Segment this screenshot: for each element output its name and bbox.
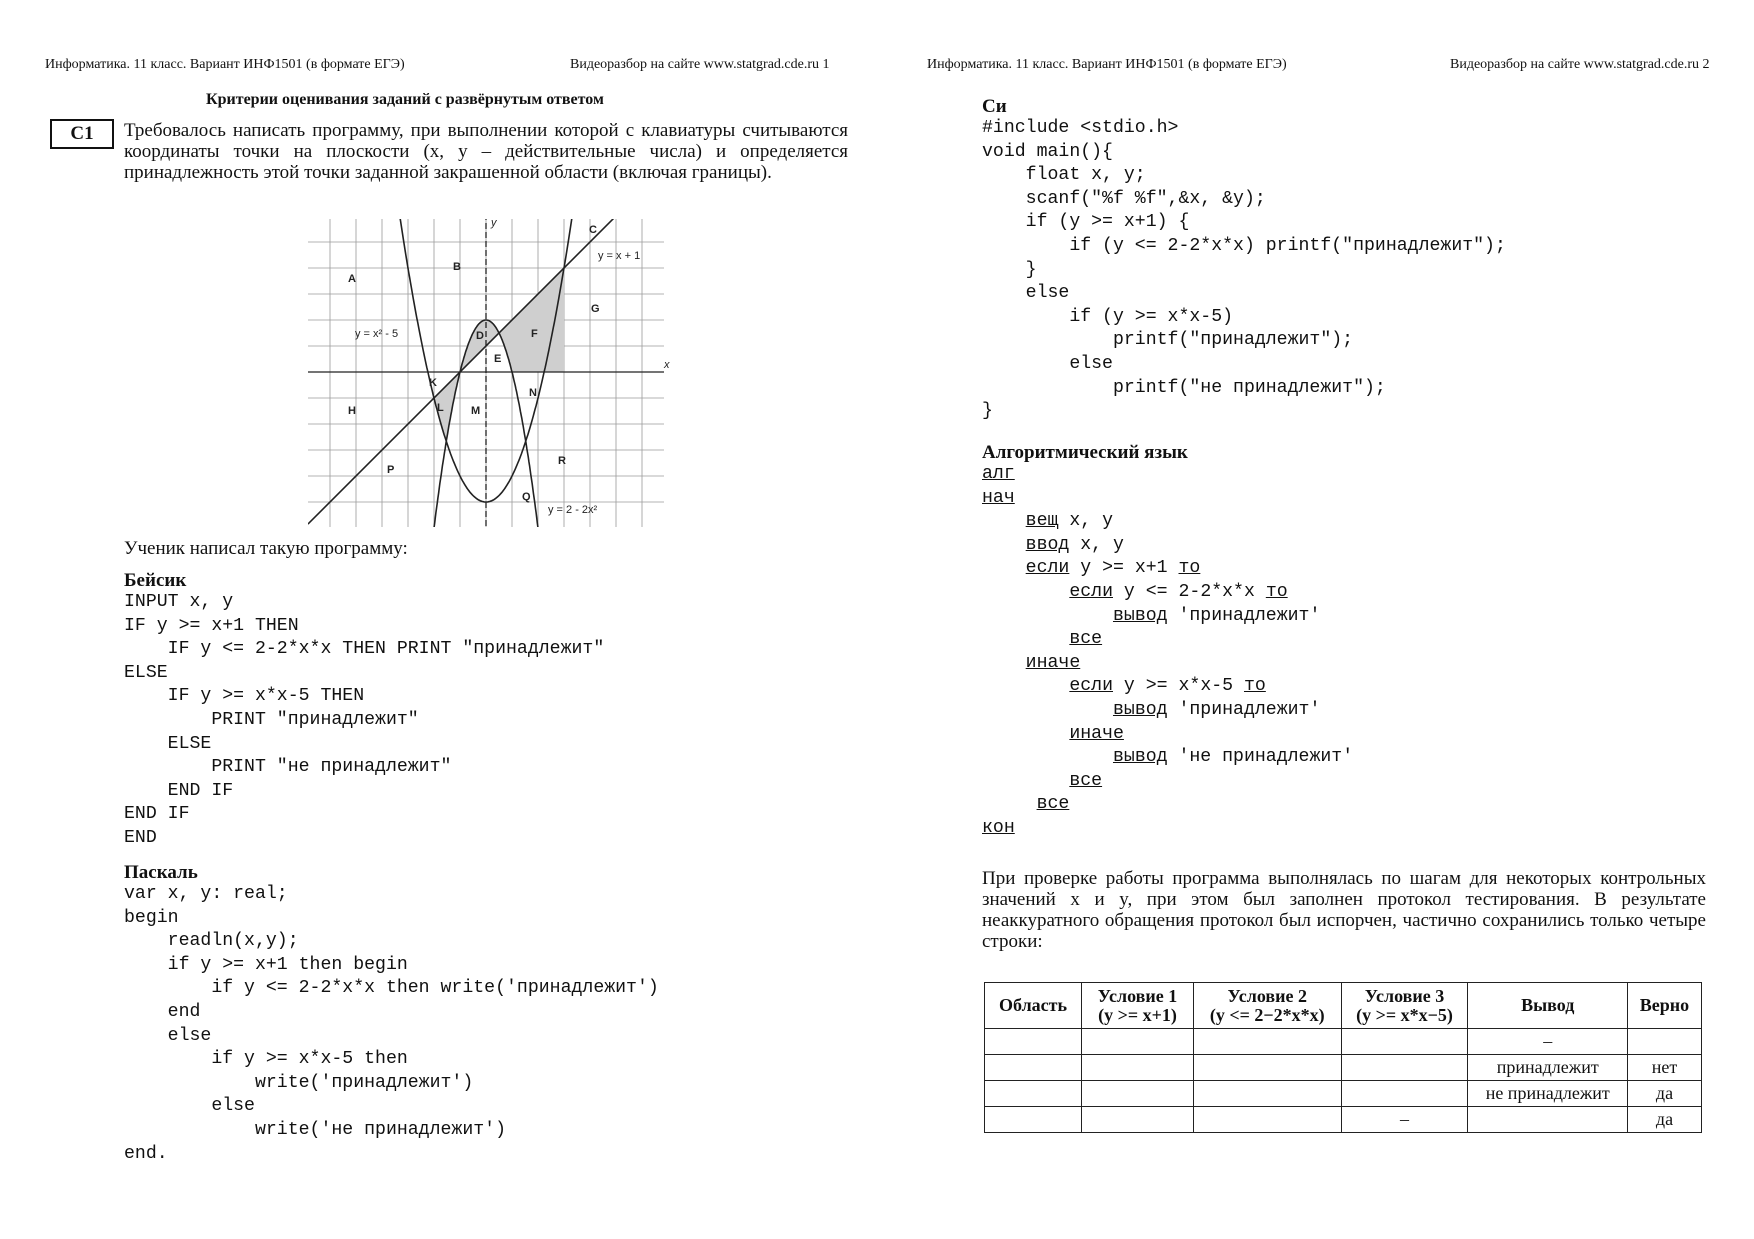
algo-keyword: все <box>1036 794 1070 815</box>
task-text: Требовалось написать программу, при выполнении которой с клавиатуры считываются координаты точки на плоскости (x, y – действительные числа) и определяется принадлежность этой точки заданной закрашенной области (включая границы). <box>124 120 848 183</box>
pascal-line: else <box>124 1025 212 1046</box>
pascal-line: write('не принадлежит') <box>124 1119 506 1140</box>
axis-y-label: y <box>491 217 497 229</box>
region-label: K <box>429 377 437 389</box>
algo-keyword: то <box>1265 581 1288 602</box>
algo-line: ввод x, y <box>1025 534 1124 555</box>
curve-label-1: y = x² - 5 <box>355 328 399 340</box>
region-label: R <box>558 455 566 467</box>
algo-keyword: иначе <box>1069 723 1124 744</box>
intro-text: Ученик написал такую программу: <box>124 538 408 559</box>
algo-title: Алгоритмический язык <box>982 442 1188 463</box>
table-row <box>985 1029 1702 1055</box>
right-header-site: Видеоразбор на сайте www.statgrad.cde.ru 2 <box>1450 57 1710 72</box>
basic-line: ELSE <box>124 733 212 754</box>
table-cell: принадлежит <box>1468 1055 1628 1081</box>
region-label: L <box>437 402 444 414</box>
c-line: printf("не принадлежит"); <box>982 377 1386 398</box>
algo-line: вывод 'принадлежит' <box>1112 605 1321 626</box>
table-cell <box>1193 1107 1341 1133</box>
basic-line: END <box>124 827 157 848</box>
table-cell <box>1193 1029 1341 1055</box>
pascal-line: if y >= x+1 then begin <box>124 954 408 975</box>
table-cell: не принадлежит <box>1468 1081 1628 1107</box>
algo-line <box>982 793 1353 817</box>
table-cell <box>985 1107 1082 1133</box>
algo-line: вывод 'принадлежит' <box>1112 699 1321 720</box>
basic-line: IF y >= x+1 THEN <box>124 615 299 636</box>
c-line: if (y >= x+1) { <box>982 212 1190 233</box>
algo-line: если y <= 2-2*x*x то <box>1069 581 1288 602</box>
basic-title: Бейсик <box>124 570 187 591</box>
algo-keyword: вывод <box>1112 605 1168 626</box>
algo-keyword: иначе <box>1025 652 1081 673</box>
c-line: scanf("%f %f",&x, &y); <box>982 188 1266 209</box>
table-header: Вывод <box>1468 983 1628 1029</box>
table-cell <box>985 1055 1082 1081</box>
basic-line: END IF <box>124 780 234 801</box>
algo-keyword: кон <box>982 817 1015 838</box>
c-title: Си <box>982 96 1007 117</box>
table-cell: да <box>1628 1081 1702 1107</box>
algo-line <box>982 770 1353 794</box>
region-label: N <box>529 387 537 399</box>
c-line: void main(){ <box>982 141 1113 162</box>
table-cell <box>1082 1081 1194 1107</box>
algo-line <box>982 723 1353 747</box>
algo-keyword: если <box>1069 676 1113 697</box>
algo-keyword: вывод <box>1112 747 1168 768</box>
table-cell <box>1082 1029 1194 1055</box>
table-cell <box>985 1081 1082 1107</box>
table-cell <box>1628 1029 1702 1055</box>
c-line: } <box>982 401 993 422</box>
table-cell <box>1341 1029 1468 1055</box>
algo-keyword: то <box>1243 676 1266 697</box>
algo-line <box>982 652 1353 676</box>
region-label: Q <box>522 491 531 503</box>
pascal-line: write('принадлежит') <box>124 1072 474 1093</box>
table-header: Область <box>985 983 1082 1029</box>
pascal-line: if y <= 2-2*x*x then write('принадлежит') <box>124 978 659 999</box>
table-cell <box>1193 1055 1341 1081</box>
algo-line <box>982 463 1353 487</box>
algo-keyword: ввод <box>1025 534 1070 555</box>
algo-line: если y >= x*x-5 то <box>1069 676 1266 697</box>
algo-code <box>982 463 1353 841</box>
table-header: Верно <box>1628 983 1702 1029</box>
algo-keyword: все <box>1069 629 1103 650</box>
table-row <box>985 1055 1702 1081</box>
basic-line: IF y >= x*x-5 THEN <box>124 686 365 707</box>
region-label: A <box>348 273 356 285</box>
algo-keyword: нач <box>982 487 1015 508</box>
pascal-code <box>124 883 659 1166</box>
pascal-line: begin <box>124 907 179 928</box>
basic-line: ELSE <box>124 662 168 683</box>
region-label: H <box>348 405 356 417</box>
pascal-line: else <box>124 1096 255 1117</box>
region-label: F <box>531 328 538 340</box>
table-row <box>985 1081 1702 1107</box>
c-line: else <box>982 283 1070 304</box>
pascal-line: readln(x,y); <box>124 931 299 952</box>
algo-keyword: если <box>1069 581 1113 602</box>
basic-code <box>124 591 604 851</box>
table-cell <box>1082 1107 1194 1133</box>
basic-line: INPUT x, y <box>124 592 234 612</box>
right-header-title: Информатика. 11 класс. Вариант ИНФ1501 (в формате ЕГЭ) <box>927 57 1287 72</box>
table-cell: нет <box>1628 1055 1702 1081</box>
c-line: if (y >= x*x-5) <box>982 306 1234 327</box>
table-cell <box>985 1029 1082 1055</box>
algo-keyword: вывод <box>1112 699 1168 720</box>
line-x-plus-1 <box>308 213 619 524</box>
c-line: else <box>982 353 1113 374</box>
table-cell <box>1082 1055 1194 1081</box>
region-label: B <box>453 261 461 273</box>
basic-line: END IF <box>124 804 190 825</box>
table-row <box>985 1107 1702 1133</box>
table-cell <box>1341 1055 1468 1081</box>
table-cell: – <box>1468 1029 1628 1055</box>
algo-keyword: если <box>1025 558 1070 579</box>
table-cell <box>1193 1081 1341 1107</box>
check-text: При проверке работы программа выполнялась по шагам для некоторых контрольных значений x и y, при этом был заполнен протокол тестирования. В результате неаккуратного обращения протокол был испорчен, частично сохранились только четыре строки: <box>982 868 1706 952</box>
region-label: G <box>591 303 600 315</box>
left-header-title: Информатика. 11 класс. Вариант ИНФ1501 (в формате ЕГЭ) <box>45 57 405 72</box>
table-cell <box>1468 1107 1628 1133</box>
table-cell: – <box>1341 1107 1468 1133</box>
region-graph <box>308 214 668 530</box>
pascal-line: if y >= x*x-5 then <box>124 1049 408 1070</box>
basic-line: PRINT "не принадлежит" <box>124 757 452 778</box>
region-label: C <box>589 224 597 236</box>
left-header-site: Видеоразбор на сайте www.statgrad.cde.ru 1 <box>570 57 830 72</box>
axis-x-label: x <box>664 359 670 371</box>
region-label: M <box>471 405 481 417</box>
algo-keyword: вещ <box>1025 511 1059 532</box>
curve-label-3: y = 2 - 2x² <box>548 504 598 516</box>
algo-line <box>982 487 1353 511</box>
c-line: printf("принадлежит"); <box>982 330 1354 351</box>
algo-line: вывод 'не принадлежит' <box>1112 747 1354 768</box>
table-header: Условие 1 (y >= x+1) <box>1082 983 1194 1029</box>
test-protocol-table <box>984 982 1702 1133</box>
region-label: P <box>387 464 395 476</box>
pascal-line: var x, y: real; <box>124 884 288 904</box>
basic-line: IF y <= 2-2*x*x THEN PRINT "принадлежит" <box>124 639 605 660</box>
algo-keyword: все <box>1069 770 1103 791</box>
algo-keyword: то <box>1178 558 1201 579</box>
region-label: E <box>494 353 502 365</box>
algo-keyword: алг <box>982 464 1015 484</box>
c-line: if (y <= 2-2*x*x) printf("принадлежит"); <box>982 235 1506 256</box>
algo-line: вещ x, y <box>1025 511 1113 532</box>
c-line: #include <stdio.h> <box>982 118 1179 138</box>
table-header: Условие 2 (y <= 2−2*x*x) <box>1193 983 1341 1029</box>
region-label: D <box>476 330 484 342</box>
c-code <box>982 117 1506 424</box>
table-cell: да <box>1628 1107 1702 1133</box>
algo-line: если y >= x+1 то <box>1025 558 1201 579</box>
basic-line: PRINT "принадлежит" <box>124 709 419 730</box>
algo-line <box>982 817 1353 841</box>
pascal-line: end. <box>124 1143 168 1164</box>
pascal-title: Паскаль <box>124 862 198 883</box>
table-cell <box>1341 1081 1468 1107</box>
algo-line <box>982 628 1353 652</box>
pascal-line: end <box>124 1001 201 1022</box>
task-label: C1 <box>50 119 114 149</box>
table-header: Условие 3 (y >= x*x−5) <box>1341 983 1468 1029</box>
c-line: float x, y; <box>982 165 1146 186</box>
c-line: } <box>982 259 1037 280</box>
curve-label-2: y = x + 1 <box>598 250 641 262</box>
section-title: Критерии оценивания заданий с развёрнутым ответом <box>206 91 604 108</box>
